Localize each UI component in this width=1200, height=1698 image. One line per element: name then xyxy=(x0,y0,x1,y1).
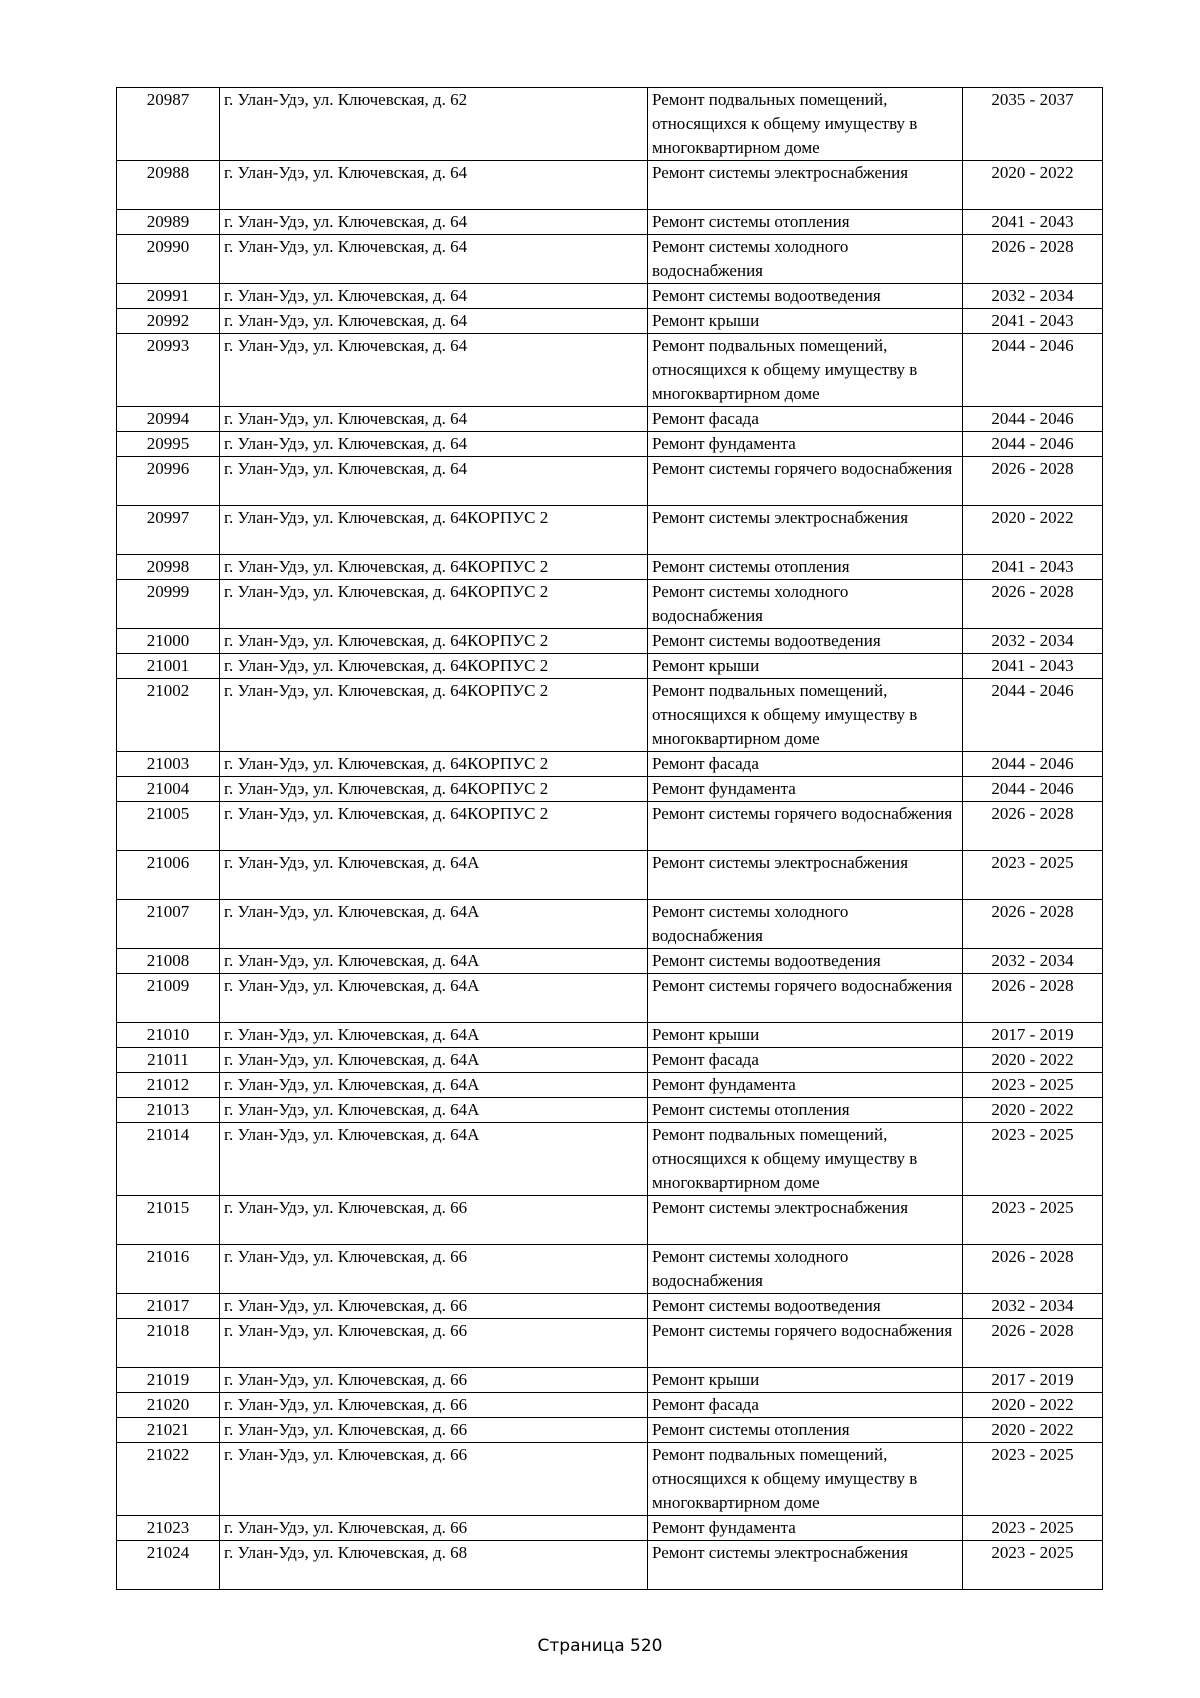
row-id-cell: 21007 xyxy=(117,900,220,949)
period-cell: 2026 - 2028 xyxy=(963,1319,1103,1368)
period-cell: 2035 - 2037 xyxy=(963,88,1103,161)
table-row xyxy=(117,457,1103,506)
row-id-cell: 20994 xyxy=(117,407,220,432)
period-cell: 2023 - 2025 xyxy=(963,1541,1103,1590)
table-row xyxy=(117,974,1103,1023)
table-row xyxy=(117,1123,1103,1196)
row-id-cell: 21019 xyxy=(117,1368,220,1393)
work-type-cell: Ремонт крыши xyxy=(648,309,963,334)
row-id-cell: 21021 xyxy=(117,1418,220,1443)
address-cell: г. Улан-Удэ, ул. Ключевская, д. 64А xyxy=(220,851,648,900)
address-cell: г. Улан-Удэ, ул. Ключевская, д. 64КОРПУС 2 xyxy=(220,802,648,851)
table-row xyxy=(117,334,1103,407)
work-type-cell: Ремонт подвальных помещений, относящихся к общему имуществу в многоквартирном доме xyxy=(648,1123,963,1196)
period-cell: 2026 - 2028 xyxy=(963,974,1103,1023)
row-id-cell: 21017 xyxy=(117,1294,220,1319)
period-cell: 2026 - 2028 xyxy=(963,235,1103,284)
address-cell: г. Улан-Удэ, ул. Ключевская, д. 66 xyxy=(220,1196,648,1245)
work-type-cell: Ремонт системы водоотведения xyxy=(648,629,963,654)
work-type-cell: Ремонт крыши xyxy=(648,654,963,679)
table-row xyxy=(117,506,1103,555)
table-row xyxy=(117,1073,1103,1098)
address-cell: г. Улан-Удэ, ул. Ключевская, д. 66 xyxy=(220,1516,648,1541)
table-row xyxy=(117,1541,1103,1590)
period-cell: 2044 - 2046 xyxy=(963,407,1103,432)
period-cell: 2032 - 2034 xyxy=(963,949,1103,974)
table-row xyxy=(117,777,1103,802)
row-id-cell: 20991 xyxy=(117,284,220,309)
row-id-cell: 21012 xyxy=(117,1073,220,1098)
table-row xyxy=(117,1443,1103,1516)
table-row xyxy=(117,654,1103,679)
row-id-cell: 21000 xyxy=(117,629,220,654)
row-id-cell: 21013 xyxy=(117,1098,220,1123)
row-id-cell: 20990 xyxy=(117,235,220,284)
period-cell: 2026 - 2028 xyxy=(963,900,1103,949)
work-type-cell: Ремонт системы холодного водоснабжения xyxy=(648,580,963,629)
work-type-cell: Ремонт системы горячего водоснабжения xyxy=(648,974,963,1023)
work-type-cell: Ремонт системы электроснабжения xyxy=(648,506,963,555)
table-row xyxy=(117,235,1103,284)
row-id-cell: 20989 xyxy=(117,210,220,235)
work-type-cell: Ремонт системы холодного водоснабжения xyxy=(648,900,963,949)
address-cell: г. Улан-Удэ, ул. Ключевская, д. 64КОРПУС 2 xyxy=(220,752,648,777)
address-cell: г. Улан-Удэ, ул. Ключевская, д. 64КОРПУС 2 xyxy=(220,629,648,654)
table-row xyxy=(117,1023,1103,1048)
repair-schedule-table xyxy=(116,87,1103,1590)
period-cell: 2023 - 2025 xyxy=(963,1073,1103,1098)
period-cell: 2041 - 2043 xyxy=(963,210,1103,235)
table-row xyxy=(117,580,1103,629)
work-type-cell: Ремонт системы электроснабжения xyxy=(648,851,963,900)
period-cell: 2017 - 2019 xyxy=(963,1368,1103,1393)
period-cell: 2026 - 2028 xyxy=(963,457,1103,506)
row-id-cell: 21004 xyxy=(117,777,220,802)
row-id-cell: 21010 xyxy=(117,1023,220,1048)
address-cell: г. Улан-Удэ, ул. Ключевская, д. 64 xyxy=(220,457,648,506)
table-row xyxy=(117,161,1103,210)
work-type-cell: Ремонт фундамента xyxy=(648,432,963,457)
address-cell: г. Улан-Удэ, ул. Ключевская, д. 66 xyxy=(220,1294,648,1319)
work-type-cell: Ремонт фасада xyxy=(648,1393,963,1418)
address-cell: г. Улан-Удэ, ул. Ключевская, д. 66 xyxy=(220,1245,648,1294)
table-row xyxy=(117,1319,1103,1368)
table-row xyxy=(117,432,1103,457)
address-cell: г. Улан-Удэ, ул. Ключевская, д. 66 xyxy=(220,1368,648,1393)
work-type-cell: Ремонт подвальных помещений, относящихся к общему имуществу в многоквартирном доме xyxy=(648,679,963,752)
period-cell: 2020 - 2022 xyxy=(963,1418,1103,1443)
table-row xyxy=(117,1294,1103,1319)
table-body xyxy=(117,88,1103,1590)
row-id-cell: 21009 xyxy=(117,974,220,1023)
work-type-cell: Ремонт фундамента xyxy=(648,1516,963,1541)
row-id-cell: 21023 xyxy=(117,1516,220,1541)
address-cell: г. Улан-Удэ, ул. Ключевская, д. 66 xyxy=(220,1418,648,1443)
address-cell: г. Улан-Удэ, ул. Ключевская, д. 62 xyxy=(220,88,648,161)
work-type-cell: Ремонт системы горячего водоснабжения xyxy=(648,1319,963,1368)
address-cell: г. Улан-Удэ, ул. Ключевская, д. 64А xyxy=(220,900,648,949)
table-row xyxy=(117,1393,1103,1418)
address-cell: г. Улан-Удэ, ул. Ключевская, д. 64 xyxy=(220,210,648,235)
period-cell: 2020 - 2022 xyxy=(963,1393,1103,1418)
row-id-cell: 21015 xyxy=(117,1196,220,1245)
period-cell: 2026 - 2028 xyxy=(963,1245,1103,1294)
row-id-cell: 21024 xyxy=(117,1541,220,1590)
address-cell: г. Улан-Удэ, ул. Ключевская, д. 64А xyxy=(220,1123,648,1196)
row-id-cell: 21005 xyxy=(117,802,220,851)
table-row xyxy=(117,1245,1103,1294)
address-cell: г. Улан-Удэ, ул. Ключевская, д. 64А xyxy=(220,949,648,974)
address-cell: г. Улан-Удэ, ул. Ключевская, д. 64 xyxy=(220,161,648,210)
period-cell: 2032 - 2034 xyxy=(963,1294,1103,1319)
period-cell: 2044 - 2046 xyxy=(963,432,1103,457)
table-row xyxy=(117,555,1103,580)
table-row xyxy=(117,752,1103,777)
period-cell: 2044 - 2046 xyxy=(963,777,1103,802)
address-cell: г. Улан-Удэ, ул. Ключевская, д. 64КОРПУС 2 xyxy=(220,555,648,580)
period-cell: 2032 - 2034 xyxy=(963,284,1103,309)
table-row xyxy=(117,1196,1103,1245)
period-cell: 2023 - 2025 xyxy=(963,1196,1103,1245)
row-id-cell: 21003 xyxy=(117,752,220,777)
work-type-cell: Ремонт системы водоотведения xyxy=(648,284,963,309)
row-id-cell: 21020 xyxy=(117,1393,220,1418)
row-id-cell: 20992 xyxy=(117,309,220,334)
work-type-cell: Ремонт подвальных помещений, относящихся к общему имуществу в многоквартирном доме xyxy=(648,1443,963,1516)
work-type-cell: Ремонт системы холодного водоснабжения xyxy=(648,1245,963,1294)
table-row xyxy=(117,900,1103,949)
row-id-cell: 21008 xyxy=(117,949,220,974)
page-number: Страница 520 xyxy=(537,1636,663,1656)
row-id-cell: 21006 xyxy=(117,851,220,900)
table-row xyxy=(117,679,1103,752)
period-cell: 2044 - 2046 xyxy=(963,752,1103,777)
period-cell: 2044 - 2046 xyxy=(963,679,1103,752)
address-cell: г. Улан-Удэ, ул. Ключевская, д. 64КОРПУС 2 xyxy=(220,679,648,752)
address-cell: г. Улан-Удэ, ул. Ключевская, д. 64А xyxy=(220,1048,648,1073)
period-cell: 2023 - 2025 xyxy=(963,1516,1103,1541)
address-cell: г. Улан-Удэ, ул. Ключевская, д. 64А xyxy=(220,1098,648,1123)
work-type-cell: Ремонт подвальных помещений, относящихся к общему имуществу в многоквартирном доме xyxy=(648,88,963,161)
table-row xyxy=(117,1516,1103,1541)
address-cell: г. Улан-Удэ, ул. Ключевская, д. 64 xyxy=(220,334,648,407)
work-type-cell: Ремонт системы электроснабжения xyxy=(648,161,963,210)
period-cell: 2023 - 2025 xyxy=(963,1443,1103,1516)
row-id-cell: 21001 xyxy=(117,654,220,679)
period-cell: 2023 - 2025 xyxy=(963,1123,1103,1196)
address-cell: г. Улан-Удэ, ул. Ключевская, д. 66 xyxy=(220,1319,648,1368)
work-type-cell: Ремонт системы горячего водоснабжения xyxy=(648,457,963,506)
table-row xyxy=(117,1048,1103,1073)
row-id-cell: 20993 xyxy=(117,334,220,407)
row-id-cell: 20998 xyxy=(117,555,220,580)
row-id-cell: 21011 xyxy=(117,1048,220,1073)
work-type-cell: Ремонт системы горячего водоснабжения xyxy=(648,802,963,851)
table-row xyxy=(117,407,1103,432)
work-type-cell: Ремонт крыши xyxy=(648,1368,963,1393)
period-cell: 2023 - 2025 xyxy=(963,851,1103,900)
address-cell: г. Улан-Удэ, ул. Ключевская, д. 64КОРПУС 2 xyxy=(220,506,648,555)
row-id-cell: 20987 xyxy=(117,88,220,161)
work-type-cell: Ремонт системы отопления xyxy=(648,1418,963,1443)
table-row xyxy=(117,629,1103,654)
period-cell: 2026 - 2028 xyxy=(963,580,1103,629)
row-id-cell: 20997 xyxy=(117,506,220,555)
period-cell: 2044 - 2046 xyxy=(963,334,1103,407)
table-row xyxy=(117,210,1103,235)
work-type-cell: Ремонт системы отопления xyxy=(648,555,963,580)
table-row xyxy=(117,802,1103,851)
period-cell: 2020 - 2022 xyxy=(963,161,1103,210)
period-cell: 2041 - 2043 xyxy=(963,309,1103,334)
work-type-cell: Ремонт фасада xyxy=(648,407,963,432)
period-cell: 2026 - 2028 xyxy=(963,802,1103,851)
row-id-cell: 21022 xyxy=(117,1443,220,1516)
work-type-cell: Ремонт фундамента xyxy=(648,1073,963,1098)
row-id-cell: 20999 xyxy=(117,580,220,629)
row-id-cell: 20995 xyxy=(117,432,220,457)
work-type-cell: Ремонт фасада xyxy=(648,1048,963,1073)
table-row xyxy=(117,284,1103,309)
address-cell: г. Улан-Удэ, ул. Ключевская, д. 66 xyxy=(220,1443,648,1516)
address-cell: г. Улан-Удэ, ул. Ключевская, д. 64А xyxy=(220,1073,648,1098)
address-cell: г. Улан-Удэ, ул. Ключевская, д. 64А xyxy=(220,1023,648,1048)
work-type-cell: Ремонт системы электроснабжения xyxy=(648,1196,963,1245)
address-cell: г. Улан-Удэ, ул. Ключевская, д. 64КОРПУС 2 xyxy=(220,580,648,629)
work-type-cell: Ремонт подвальных помещений, относящихся к общему имуществу в многоквартирном доме xyxy=(648,334,963,407)
address-cell: г. Улан-Удэ, ул. Ключевская, д. 64 xyxy=(220,407,648,432)
table-row xyxy=(117,1418,1103,1443)
address-cell: г. Улан-Удэ, ул. Ключевская, д. 64КОРПУС 2 xyxy=(220,654,648,679)
work-type-cell: Ремонт системы холодного водоснабжения xyxy=(648,235,963,284)
row-id-cell: 21018 xyxy=(117,1319,220,1368)
period-cell: 2032 - 2034 xyxy=(963,629,1103,654)
address-cell: г. Улан-Удэ, ул. Ключевская, д. 64 xyxy=(220,432,648,457)
table-row xyxy=(117,949,1103,974)
table-row xyxy=(117,1368,1103,1393)
period-cell: 2041 - 2043 xyxy=(963,555,1103,580)
address-cell: г. Улан-Удэ, ул. Ключевская, д. 64КОРПУС 2 xyxy=(220,777,648,802)
table-row xyxy=(117,1098,1103,1123)
period-cell: 2020 - 2022 xyxy=(963,506,1103,555)
address-cell: г. Улан-Удэ, ул. Ключевская, д. 64А xyxy=(220,974,648,1023)
address-cell: г. Улан-Удэ, ул. Ключевская, д. 64 xyxy=(220,235,648,284)
row-id-cell: 21016 xyxy=(117,1245,220,1294)
period-cell: 2020 - 2022 xyxy=(963,1048,1103,1073)
work-type-cell: Ремонт фасада xyxy=(648,752,963,777)
period-cell: 2017 - 2019 xyxy=(963,1023,1103,1048)
address-cell: г. Улан-Удэ, ул. Ключевская, д. 68 xyxy=(220,1541,648,1590)
address-cell: г. Улан-Удэ, ул. Ключевская, д. 64 xyxy=(220,284,648,309)
work-type-cell: Ремонт системы отопления xyxy=(648,1098,963,1123)
period-cell: 2020 - 2022 xyxy=(963,1098,1103,1123)
row-id-cell: 20988 xyxy=(117,161,220,210)
row-id-cell: 21002 xyxy=(117,679,220,752)
work-type-cell: Ремонт крыши xyxy=(648,1023,963,1048)
table-row xyxy=(117,309,1103,334)
row-id-cell: 21014 xyxy=(117,1123,220,1196)
address-cell: г. Улан-Удэ, ул. Ключевская, д. 64 xyxy=(220,309,648,334)
period-cell: 2041 - 2043 xyxy=(963,654,1103,679)
address-cell: г. Улан-Удэ, ул. Ключевская, д. 66 xyxy=(220,1393,648,1418)
work-type-cell: Ремонт фундамента xyxy=(648,777,963,802)
work-type-cell: Ремонт системы электроснабжения xyxy=(648,1541,963,1590)
table-row xyxy=(117,88,1103,161)
row-id-cell: 20996 xyxy=(117,457,220,506)
work-type-cell: Ремонт системы водоотведения xyxy=(648,949,963,974)
work-type-cell: Ремонт системы отопления xyxy=(648,210,963,235)
work-type-cell: Ремонт системы водоотведения xyxy=(648,1294,963,1319)
table-row xyxy=(117,851,1103,900)
